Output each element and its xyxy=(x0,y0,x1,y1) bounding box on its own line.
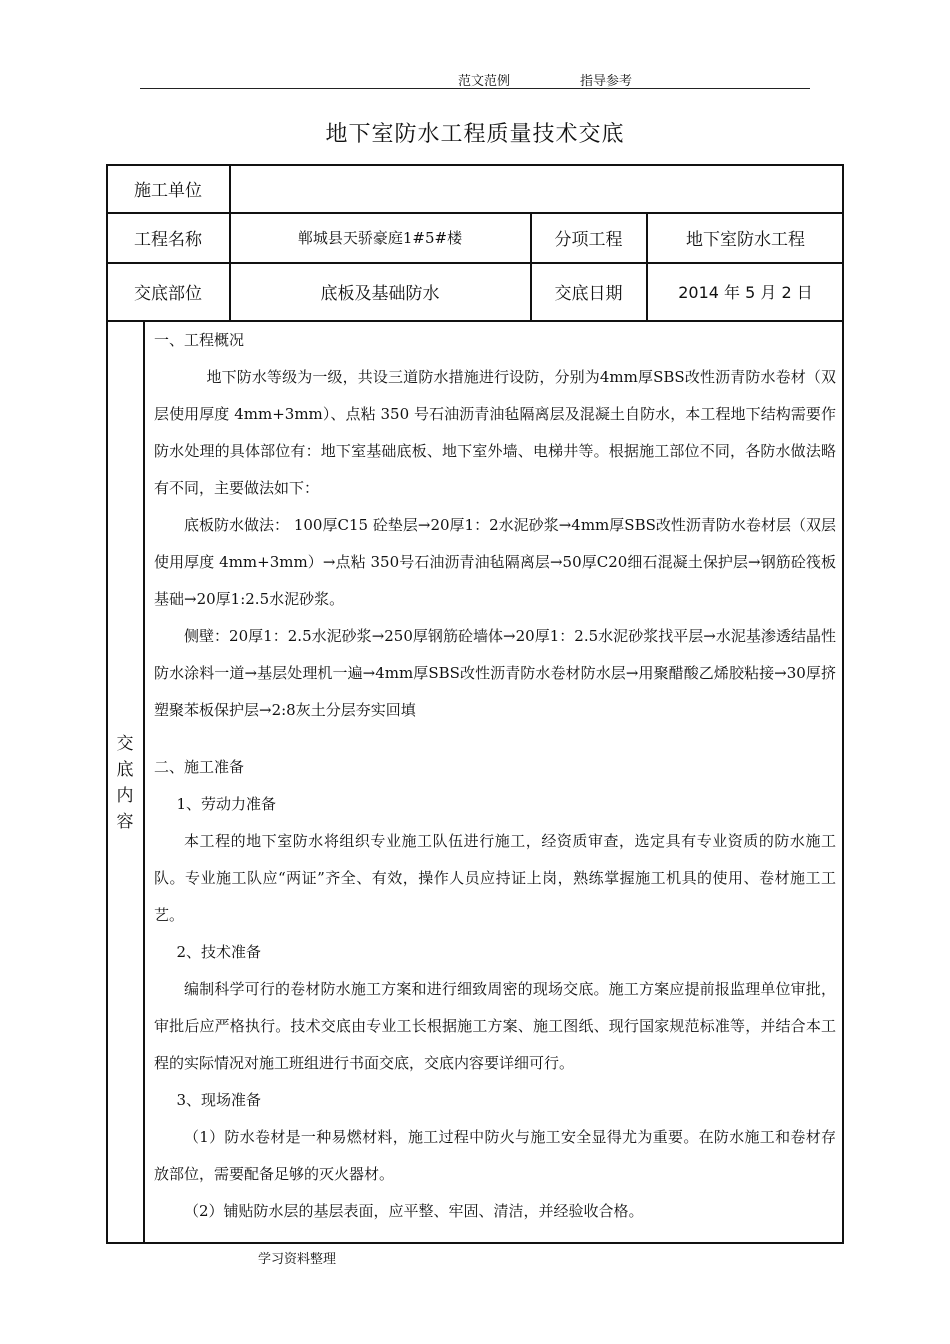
side-char: 内 xyxy=(116,786,134,806)
label-disclosure-date: 交底日期 xyxy=(554,283,623,304)
paragraph: （1）防水卷材是一种易燃材料，施工过程中防火与施工安全显得尤为重要。在防水施工和卷材存放部位，需要配备足够的灭火器材。 xyxy=(154,1128,836,1183)
value-disclosure-date: 2014 年 5 月 2 日 xyxy=(678,282,813,302)
document-title: 地下室防水工程质量技术交底 xyxy=(325,122,625,147)
paragraph: 本工程的地下室防水将组织专业施工队伍进行施工，经资质审查，选定具有专业资质的防水施工队。专业施工队应“两证”齐全、有效，操作人员应持证上岗，熟练掌握施工机具的使用、卷材施工工艺。 xyxy=(154,832,836,924)
side-char: 容 xyxy=(116,812,134,832)
disclosure-content-label xyxy=(106,322,144,1244)
subsection-title: 1、劳动力准备 xyxy=(176,795,277,813)
label-construction-unit: 施工单位 xyxy=(134,180,202,201)
header-left-text: 范文范例 xyxy=(458,74,511,89)
page-footer: 学习资料整理 xyxy=(258,1252,337,1267)
subsection-title: 2、技术准备 xyxy=(176,943,262,961)
side-char: 交 xyxy=(116,734,134,754)
label-disclosure-location: 交底部位 xyxy=(134,283,202,304)
value-sub-project: 地下室防水工程 xyxy=(686,229,805,250)
paragraph: 地下防水等级为一级，共设三道防水措施进行设防，分别为4mm厚SBS改性沥青防水卷材（双层使用厚度 4mm+3mm）、点粘 350 号石油沥青油毡隔离层及混凝土自防水，本工程地下结构需要作防水处理的具体部位有：地下室基础底板、地下室外墙、电梯井等。根据施工部位不同，各防水做法略有不同，主要做法如下： xyxy=(154,368,836,497)
label-sub-project: 分项工程 xyxy=(554,229,623,250)
subsection-title: 3、现场准备 xyxy=(176,1091,262,1109)
disclosure-content xyxy=(154,322,836,1230)
side-char: 底 xyxy=(116,760,134,780)
header-right-text: 指导参考 xyxy=(580,74,633,89)
value-disclosure-location: 底板及基础防水 xyxy=(320,283,440,304)
section-title: 一、工程概况 xyxy=(154,331,245,349)
paragraph: 底板防水做法： 100厚C15 砼垫层→20厚1：2水泥砂浆→4mm厚SBS改性沥青防水卷材层（双层使用厚度 4mm+3mm）→点粘 350号石油沥青油毡隔离层→50厚C20细石混凝土保护层→钢筋砼筏板基础→20厚1:2.5水泥砂浆。 xyxy=(154,516,836,608)
page-header xyxy=(140,70,810,89)
paragraph: 侧壁：20厚1：2.5水泥砂浆→250厚钢筋砼墙体→20厚1：2.5水泥砂浆找平层→水泥基渗透结晶性防水涂料一道→基层处理机一遍→4mm厚SBS改性沥青防水卷材防水层→用聚醋酸乙烯胶粘接→30厚挤塑聚苯板保护层→2:8灰土分层夯实回填 xyxy=(154,627,836,719)
value-project-name: 郸城县天骄豪庭1#5#楼 xyxy=(297,228,463,247)
value-construction-unit xyxy=(230,164,844,212)
label-project-name: 工程名称 xyxy=(134,229,202,250)
paragraph: 编制科学可行的卷材防水施工方案和进行细致周密的现场交底。施工方案应提前报监理单位审批，审批后应严格执行。技术交底由专业工长根据施工方案、施工图纸、现行国家规范标准等，并结合本工程的实际情况对施工班组进行书面交底，交底内容要详细可行。 xyxy=(154,980,836,1072)
paragraph: （2）铺贴防水层的基层表面，应平整、牢固、清洁，并经验收合格。 xyxy=(184,1202,644,1220)
section-title: 二、施工准备 xyxy=(154,758,245,776)
